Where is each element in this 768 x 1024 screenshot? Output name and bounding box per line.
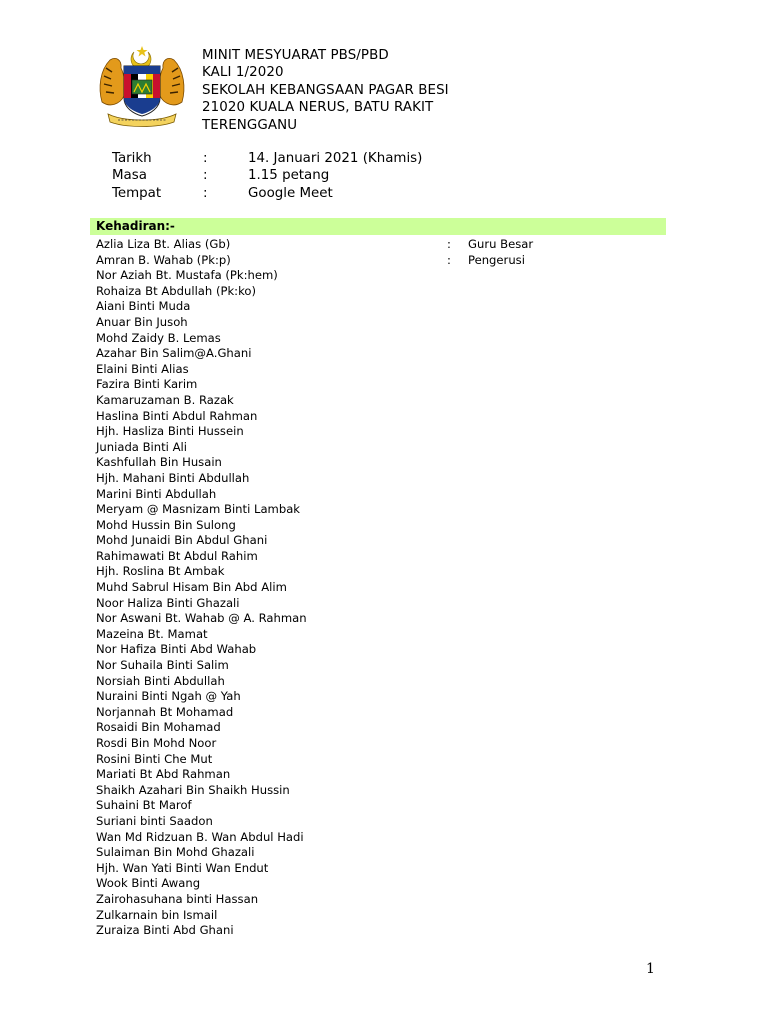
meeting-session: KALI 1/2020 (202, 65, 284, 81)
role-row-chairperson (447, 253, 533, 269)
attendee-name: Wan Md Ridzuan B. Wan Abdul Hadi (96, 829, 304, 844)
page-number: 1 (646, 961, 655, 977)
attendee-list (96, 237, 556, 939)
attendee-name: Nor Suhaila Binti Salim (96, 658, 229, 673)
attendee-name: Meryam @ Masnizam Binti Lambak (96, 502, 301, 517)
attendance-section-bar (90, 218, 666, 235)
attendee-name: Aiani Binti Muda (96, 299, 191, 314)
venue-value: Google Meet (248, 185, 333, 201)
date-row (112, 150, 422, 167)
venue-row (112, 185, 422, 202)
attendee-name: Muhd Sabrul Hisam Bin Abd Alim (96, 580, 287, 595)
attendee-name: Rosini Binti Che Mut (96, 751, 213, 766)
attendee-name: Kashfullah Bin Husain (96, 455, 222, 470)
attendee-name: Fazira Binti Karim (96, 377, 198, 392)
attendee-name: Nor Hafiza Binti Abd Wahab (96, 642, 257, 657)
attendee-name: Nor Aziah Bt. Mustafa (Pk:hem) (96, 268, 278, 283)
attendee-name: Wook Binti Awang (96, 876, 201, 891)
attendee-name: Nuraini Binti Ngah @ Yah (96, 689, 241, 704)
attendee-name: Mazeina Bt. Mamat (96, 626, 208, 641)
date-label: Tarikh (112, 151, 152, 166)
attendee-name: Suhaini Bt Marof (96, 798, 192, 813)
attendee-name: Hjh. Wan Yati Binti Wan Endut (96, 860, 269, 875)
time-separator: : (203, 168, 208, 184)
role-separator: : (447, 237, 451, 251)
role-row-headmaster (447, 237, 533, 253)
attendee-name: Nor Aswani Bt. Wahab @ A. Rahman (96, 611, 307, 626)
time-label: Masa (112, 168, 147, 184)
date-value: 14. Januari 2021 (Khamis) (248, 151, 423, 166)
attendee-name: Zairohasuhana binti Hassan (96, 891, 259, 906)
attendee-name: Hjh. Hasliza Binti Hussein (96, 424, 244, 439)
attendee-name: Noor Haliza Binti Ghazali (96, 595, 240, 610)
attendee-name: Hjh. Mahani Binti Abdullah (96, 470, 250, 485)
attendance-heading: Kehadiran:- (96, 219, 175, 233)
attendee-name: Amran B. Wahab (Pk:p) (96, 252, 231, 267)
time-row (112, 167, 422, 184)
attendee-name: Hjh. Roslina Bt Ambak (96, 564, 225, 579)
attendee-name: Mariati Bt Abd Rahman (96, 767, 231, 782)
role-label: Pengerusi (468, 252, 525, 267)
attendee-name: Azahar Bin Salim@A.Ghani (96, 346, 252, 361)
school-name: SEKOLAH KEBANGSAAN PAGAR BESI (202, 82, 449, 98)
attendee-name: Marini Binti Abdullah (96, 486, 217, 501)
venue-separator: : (203, 185, 208, 201)
attendee-name: Azlia Liza Bt. Alias (Gb) (96, 237, 231, 251)
date-separator: : (203, 151, 208, 166)
meeting-title: MINIT MESYUARAT PBS/PBD (202, 48, 389, 63)
attendee-name: Elaini Binti Alias (96, 361, 189, 376)
attendee-name: Sulaiman Bin Mohd Ghazali (96, 845, 255, 860)
role-separator: : (447, 252, 451, 267)
attendee-name: Norsiah Binti Abdullah (96, 673, 225, 688)
attendee-name: Norjannah Bt Mohamad (96, 704, 234, 719)
role-label: Guru Besar (468, 237, 534, 251)
attendee-name: Suriani binti Saadon (96, 813, 213, 828)
attendee-name: Rohaiza Bt Abdullah (Pk:ko) (96, 283, 256, 298)
attendee-name: Haslina Binti Abdul Rahman (96, 408, 258, 423)
attendee-name: Anuar Bin Jusoh (96, 314, 188, 329)
attendee-name: Mohd Junaidi Bin Abdul Ghani (96, 533, 268, 548)
school-address: 21020 KUALA NERUS, BATU RAKIT (202, 100, 434, 116)
time-value: 1.15 petang (248, 168, 330, 184)
document-header (202, 47, 449, 134)
attendee-name: Shaikh Azahari Bin Shaikh Hussin (96, 782, 290, 797)
attendee-roles (447, 237, 533, 268)
attendee-name: Mohd Hussin Bin Sulong (96, 517, 236, 532)
attendee-name: Kamaruzaman B. Razak (96, 392, 234, 407)
venue-label: Tempat (112, 185, 162, 201)
attendee-name: Rosdi Bin Mohd Noor (96, 736, 217, 750)
attendee-name: Mohd Zaidy B. Lemas (96, 330, 221, 345)
school-state: TERENGGANU (202, 117, 298, 133)
attendee-name: Juniada Binti Ali (96, 439, 187, 454)
meeting-details (112, 150, 422, 202)
attendee-name: Zulkarnain bin Ismail (96, 907, 218, 922)
malaysia-coat-of-arms-logo (94, 44, 190, 128)
attendee-name: Zuraiza Binti Abd Ghani (96, 923, 234, 938)
attendee-name: Rosaidi Bin Mohamad (96, 720, 221, 735)
attendee-name: Rahimawati Bt Abdul Rahim (96, 548, 258, 563)
